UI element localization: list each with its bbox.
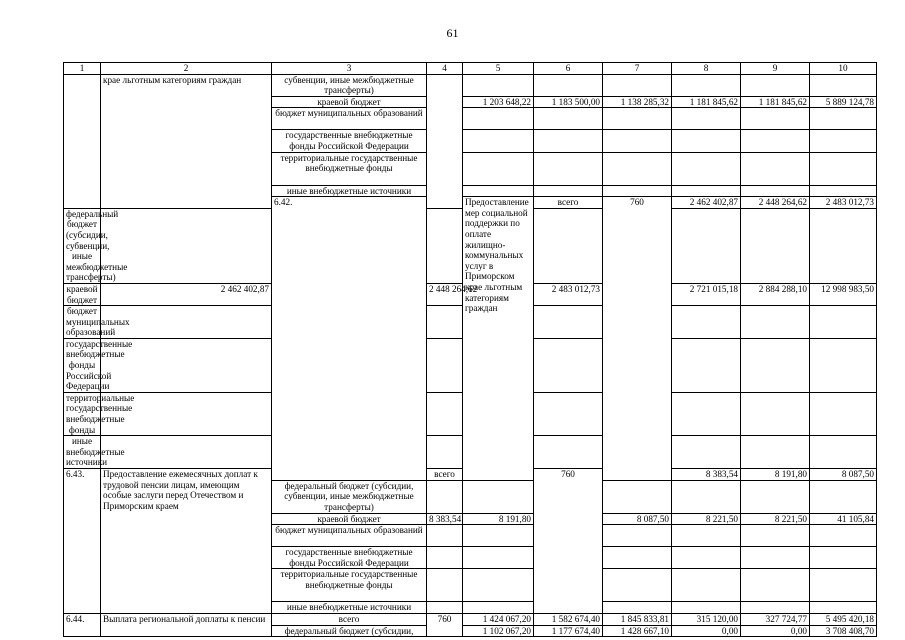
source-municipal: бюджет муниципальных образований <box>64 306 101 339</box>
header-row <box>64 63 877 75</box>
col-header: 8 <box>672 63 741 75</box>
value-cell: 2 884 288,10 <box>741 283 810 305</box>
source-federal: федеральный бюджет (субсидии, субвенции, иные межбюджетные трансферты) <box>64 208 101 283</box>
value-cell: 1 138 285,32 <box>603 96 672 108</box>
table-row <box>64 74 877 96</box>
source-territorial: территориальные государственные внебюджетные фонды <box>272 152 427 185</box>
value-cell: 8 191,80 <box>463 513 534 525</box>
col-header: 2 <box>101 63 272 75</box>
source-municipal: бюджет муниципальных образований <box>272 108 427 130</box>
value-cell: 0,00 <box>741 625 810 637</box>
value-cell: 1 102 067,20 <box>463 625 534 637</box>
source-state-funds: государственные внебюджетные фонды Российской Федерации <box>272 547 427 569</box>
value-cell: 1 181 845,62 <box>741 96 810 108</box>
value-cell: 8 087,50 <box>603 513 672 525</box>
col-header: 5 <box>463 63 534 75</box>
item-number: 6.43. <box>64 469 101 614</box>
value-cell: 8 221,50 <box>741 513 810 525</box>
value-cell: 2 483 012,73 <box>810 197 877 209</box>
value-cell: 327 724,77 <box>741 613 810 625</box>
budget-table <box>63 62 877 637</box>
item-name: Предоставление мер социальной поддержки по оплате жилищно-коммунальных услуг в Приморском крае льготным категориям граждан <box>463 197 534 480</box>
value-cell: 0,00 <box>672 625 741 637</box>
item-code <box>427 74 463 208</box>
item-name: Выплата региональной доплаты к пенсии <box>101 613 272 636</box>
value-cell: 8 383,54 <box>672 469 741 481</box>
value-cell: 8 383,54 <box>427 513 463 525</box>
source-territorial: территориальные государственные внебюджетные фонды <box>272 569 427 602</box>
value-cell: 41 105,84 <box>810 513 877 525</box>
page-number: 61 <box>446 26 459 40</box>
col-header: 4 <box>427 63 463 75</box>
value-cell: 1 845 833,81 <box>603 613 672 625</box>
source-total: всего <box>427 469 463 481</box>
source-federal: субвенции, иные межбюджетные трансферты) <box>272 74 427 96</box>
col-header: 9 <box>741 63 810 75</box>
source-territorial: территориальные государственные внебюджетные фонды <box>64 392 101 435</box>
value-cell: 2 483 012,73 <box>534 283 603 305</box>
value-cell: 12 998 983,50 <box>810 283 877 305</box>
value-cell: 2 721 015,18 <box>672 283 741 305</box>
item-number: 6.42. <box>272 197 427 480</box>
source-federal: федеральный бюджет (субсидии, субвенции, иные межбюджетные трансферты) <box>272 480 427 513</box>
source-regional: краевой бюджет <box>272 96 427 108</box>
value-cell: 2 462 402,87 <box>672 197 741 209</box>
item-name: крае льготным категориям граждан <box>101 74 272 208</box>
value-cell: 1 181 845,62 <box>672 96 741 108</box>
item-code: 760 <box>427 613 463 636</box>
col-header: 10 <box>810 63 877 75</box>
item-code: 760 <box>603 197 672 480</box>
col-header: 7 <box>603 63 672 75</box>
item-number: 6.44. <box>64 613 101 636</box>
table-row <box>64 613 877 625</box>
col-header: 6 <box>534 63 603 75</box>
source-other: иные внебюджетные источники <box>272 185 427 197</box>
col-header: 1 <box>64 63 101 75</box>
col-header: 3 <box>272 63 427 75</box>
value-cell: 8 087,50 <box>810 469 877 481</box>
value-cell: 1 424 067,20 <box>463 613 534 625</box>
source-regional: краевой бюджет <box>272 513 427 525</box>
value-cell: 1 177 674,40 <box>534 625 603 637</box>
value-cell: 3 708 408,70 <box>810 625 877 637</box>
source-federal: федеральный бюджет (субсидии, <box>272 625 427 637</box>
value-cell: 2 448 264,62 <box>427 283 463 305</box>
source-state-funds: государственные внебюджетные фонды Российской Федерации <box>272 130 427 152</box>
value-cell: 1 203 648,22 <box>463 96 534 108</box>
value-cell: 8 221,50 <box>672 513 741 525</box>
source-other: иные внебюджетные источники <box>272 602 427 614</box>
item-code: 760 <box>534 469 603 614</box>
source-municipal: бюджет муниципальных образований <box>272 525 427 547</box>
value-cell: 2 462 402,87 <box>101 283 272 305</box>
value-cell: 315 120,00 <box>672 613 741 625</box>
value-cell: 1 428 667,10 <box>603 625 672 637</box>
source-total: всего <box>534 197 603 209</box>
item-number <box>64 74 101 208</box>
value-cell: 2 448 264,62 <box>741 197 810 209</box>
source-total: всего <box>272 613 427 625</box>
source-state-funds: государственные внебюджетные фонды Российской Федерации <box>64 338 101 392</box>
value-cell: 1 582 674,40 <box>534 613 603 625</box>
value-cell: 8 191,80 <box>741 469 810 481</box>
item-name: Предоставление ежемесячных доплат к трудовой пенсии лицам, имеющим особые заслуги перед Отечеством и Приморским краем <box>101 469 272 614</box>
source-regional: краевой бюджет <box>64 283 101 305</box>
value-cell: 5 889 124,78 <box>810 96 877 108</box>
value-cell: 5 495 420,18 <box>810 613 877 625</box>
value-cell: 1 183 500,00 <box>534 96 603 108</box>
source-other: иные внебюджетные источники <box>64 436 101 469</box>
